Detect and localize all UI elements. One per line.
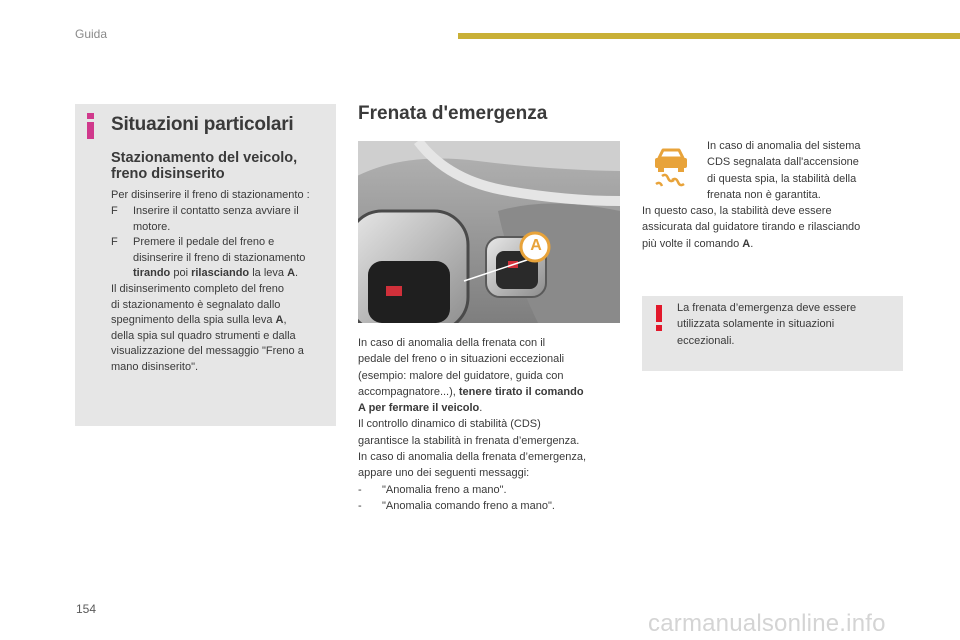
cds-note-intro: In caso di anomalia del sistema CDS segnalata dall'accensione di questa spia, la stabilità della frenata non è garantita. bbox=[707, 140, 861, 201]
info-box-intro: Per disinserire il freno di stazionamento : bbox=[111, 189, 310, 201]
info-icon bbox=[86, 113, 96, 139]
watermark: carmanualsonline.info bbox=[648, 610, 886, 637]
info-box-subtitle: Stazionamento del veicolo, freno disinserito bbox=[111, 150, 298, 182]
photo-label-a: A bbox=[530, 237, 542, 254]
page-number: 154 bbox=[76, 602, 97, 616]
emergency-text: In caso di anomalia della frenata con il pedale del freno o in situazioni eccezionali (esempio: malore del guidatore, guida con accompagnatore...), tenere tirato il comando A per fermare il veicolo. Il controllo dinamico di stabilità (CDS) garantisce la stabilità in frenata d’emergenza. In caso di anomalia della frenata d’emergenza, appare uno dei seguenti messaggi: - "Anomalia freno a mano". - "Anomalia comando freno a mano". bbox=[358, 337, 587, 512]
section-header-label: Guida bbox=[75, 27, 108, 41]
exclamation-icon bbox=[655, 305, 665, 331]
info-box-paragraph: Il disinserimento completo del freno di stazionamento è segnalato dallo spegnimento della spia sulla leva A, della spia sul quadro strumenti e dalla visualizzazione del messaggio "Freno a mano disinserito". bbox=[111, 283, 304, 373]
header-accent-bar bbox=[458, 33, 960, 39]
section-title: Frenata d'emergenza bbox=[358, 103, 548, 124]
stability-warning-icon bbox=[650, 146, 692, 190]
parking-brake-photo bbox=[358, 141, 620, 323]
bullet-item-brake-pedal: Premere il pedale del freno e disinserire il freno di stazionamento tirando poi rilasciando la leva A. bbox=[133, 236, 306, 279]
alert-text: La frenata d’emergenza deve essere utilizzata solamente in situazioni eccezionali. bbox=[677, 302, 857, 347]
bullet-item-ignition: Inserire il contatto senza avviare il motore. bbox=[133, 205, 299, 233]
bullet-marker: F bbox=[111, 236, 118, 248]
cds-note-body: In questo caso, la stabilità deve essere assicurata dal guidatore tirando e rilasciando più volte il comando A. bbox=[642, 205, 861, 250]
info-box-title: Situazioni particolari bbox=[111, 114, 294, 135]
bullet-marker: F bbox=[111, 205, 118, 217]
